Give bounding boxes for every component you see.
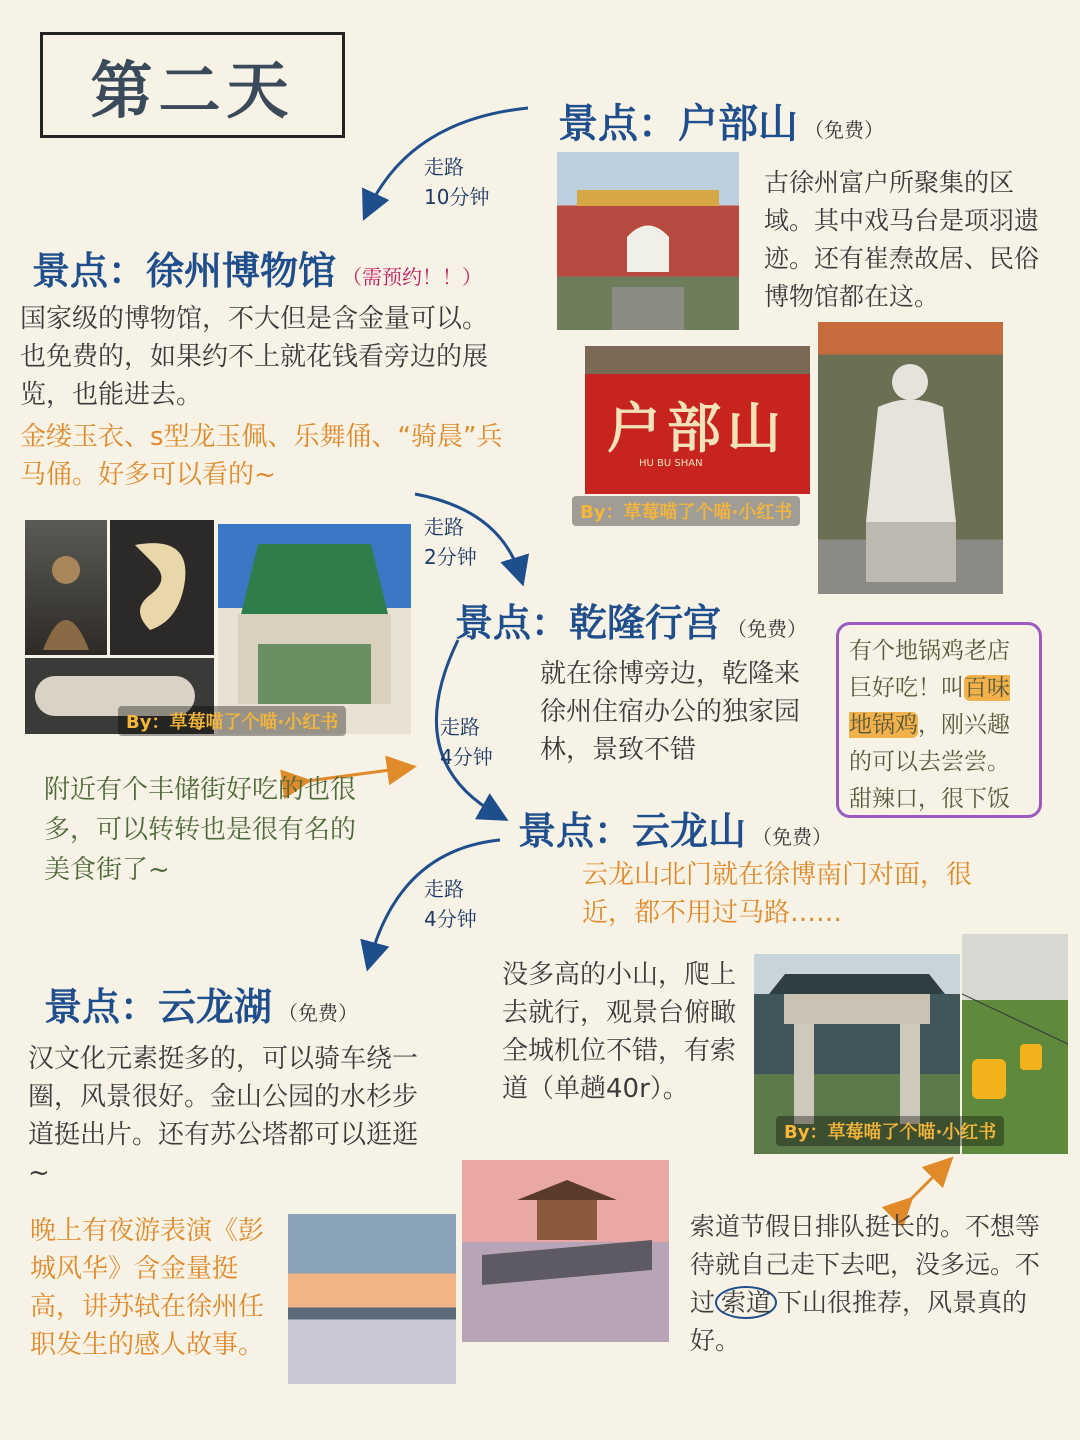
pavilion-illustration <box>462 1160 669 1342</box>
sign-text: 户部山 <box>607 397 787 460</box>
credit-hubushan: By：草莓喵了个喵·小红书 <box>572 496 800 526</box>
spot-palace-note: （免费） <box>727 617 808 641</box>
museum-illustration <box>218 524 411 734</box>
restaurant-tip-text <box>849 633 1029 818</box>
walk-2-time: 2分钟 <box>424 545 477 569</box>
tip-text-part1: 有个地锅鸡老店巨好吃！叫 <box>849 638 1010 701</box>
tip-text-part2: ，刚兴趣的可以去尝尝。甜辣口，很下饭 <box>849 712 1010 812</box>
restaurant-tip-box <box>836 622 1042 818</box>
walk-2-mode: 走路 <box>424 515 464 539</box>
spot-museum-heading <box>32 240 482 295</box>
spot-palace-desc: 就在徐博旁边，乾隆来徐州住宿办公的独家园林，景致不错 <box>540 659 801 765</box>
sign-subtext: HU BU SHAN <box>639 458 703 469</box>
walk-1-mode: 走路 <box>424 155 464 179</box>
walk-1-time: 10分钟 <box>424 185 490 209</box>
photo-museum-bust <box>25 520 107 655</box>
spot-hubushan-heading <box>558 92 884 149</box>
spot-museum-title: 景点：徐州博物馆 <box>32 249 337 293</box>
spot-yunlonghu-heading <box>44 976 358 1031</box>
photo-xiangyu-statue <box>818 322 1003 594</box>
bust-illustration <box>25 520 107 655</box>
food-street-note: 附近有个丰储街好吃的也很多，可以转转也是很有名的美食街了~ <box>44 775 357 885</box>
tip-restaurant-name: 百味地锅鸡 <box>849 675 1010 738</box>
spot-museum-note: （需预约！！） <box>342 265 483 289</box>
gate-illustration <box>557 152 739 330</box>
photo-hubushan-sign <box>585 346 810 494</box>
spot-yunlongshan-title: 景点：云龙山 <box>518 809 747 853</box>
spot-palace-heading <box>455 592 807 647</box>
spot-yunlonghu-desc: 汉文化元素挺多的，可以骑车绕一圈，风景很好。金山公园的水杉步道挺出片。还有苏公塔都可以逛逛~ <box>28 1044 419 1188</box>
spot-yunlonghu-title: 景点：云龙湖 <box>44 985 273 1029</box>
photo-hubushan-gate <box>557 152 739 330</box>
spot-yunlongshan-highlight: 云龙山北门就在徐博南门对面，很近，都不用过马路…… <box>582 860 973 928</box>
photo-jade-dragon <box>110 520 214 655</box>
spot-hubushan-title: 景点：户部山 <box>558 101 798 147</box>
walk-2-label <box>424 512 477 572</box>
cable-note-part1: 索道节假日排队挺长的。不想等待就自己走下去吧，没多远。不过 <box>690 1212 1041 1317</box>
spot-yunlonghu-highlight: 晚上有夜游表演《彭城风华》含金量挺高，讲苏轼在徐州任职发生的感人故事。 <box>30 1216 265 1360</box>
credit-museum: By：草莓喵了个喵·小红书 <box>118 706 346 736</box>
credit-yunlongshan: By：草莓喵了个喵·小红书 <box>776 1116 1004 1146</box>
spot-museum-highlight: 金缕玉衣、s型龙玉佩、乐舞俑、“骑晨”兵马俑。好多可以看的~ <box>20 422 503 490</box>
walk-1-label <box>424 152 489 212</box>
spot-yunlongshan-desc: 没多高的小山，爬上去就行，观景台俯瞰全城机位不错，有索道（单趟40r）。 <box>502 960 737 1104</box>
photo-lake-pavilion <box>462 1160 669 1342</box>
day-title: 第二天 <box>90 53 295 127</box>
walk-4-mode: 走路 <box>424 877 464 901</box>
spot-hubushan-desc: 古徐州富户所聚集的区域。其中戏马台是项羽遗迹。还有崔焘故居、民俗博物馆都在这。 <box>764 168 1040 311</box>
walk-3-time: 4分钟 <box>440 745 493 769</box>
walk-3-mode: 走路 <box>440 715 480 739</box>
spot-museum-desc: 国家级的博物馆，不大但是含金量可以。也免费的，如果约不上就花钱看旁边的展览，也能进去。 <box>20 304 489 410</box>
cable-note-circled: 索道 <box>715 1286 777 1319</box>
spot-palace-title: 景点：乾隆行宫 <box>455 601 722 645</box>
walk-4-time: 4分钟 <box>424 907 477 931</box>
photo-lake-sunset <box>288 1214 456 1384</box>
photo-museum-building <box>218 524 411 734</box>
spot-yunlongshan-note: （免费） <box>752 825 833 849</box>
walk-3-label <box>440 712 493 772</box>
spot-hubushan-note: （免费） <box>804 118 884 142</box>
statue-illustration <box>818 322 1003 594</box>
arrow-cable-note <box>905 1165 945 1205</box>
spot-yunlonghu-note: （免费） <box>278 1001 359 1025</box>
walk-4-label <box>424 874 477 934</box>
jade-illustration <box>110 520 214 655</box>
spot-yunlongshan-heading <box>518 800 832 855</box>
cable-car-note <box>690 1208 1060 1360</box>
cable-note-part2: 下山很推荐，风景真的好。 <box>690 1288 1028 1355</box>
